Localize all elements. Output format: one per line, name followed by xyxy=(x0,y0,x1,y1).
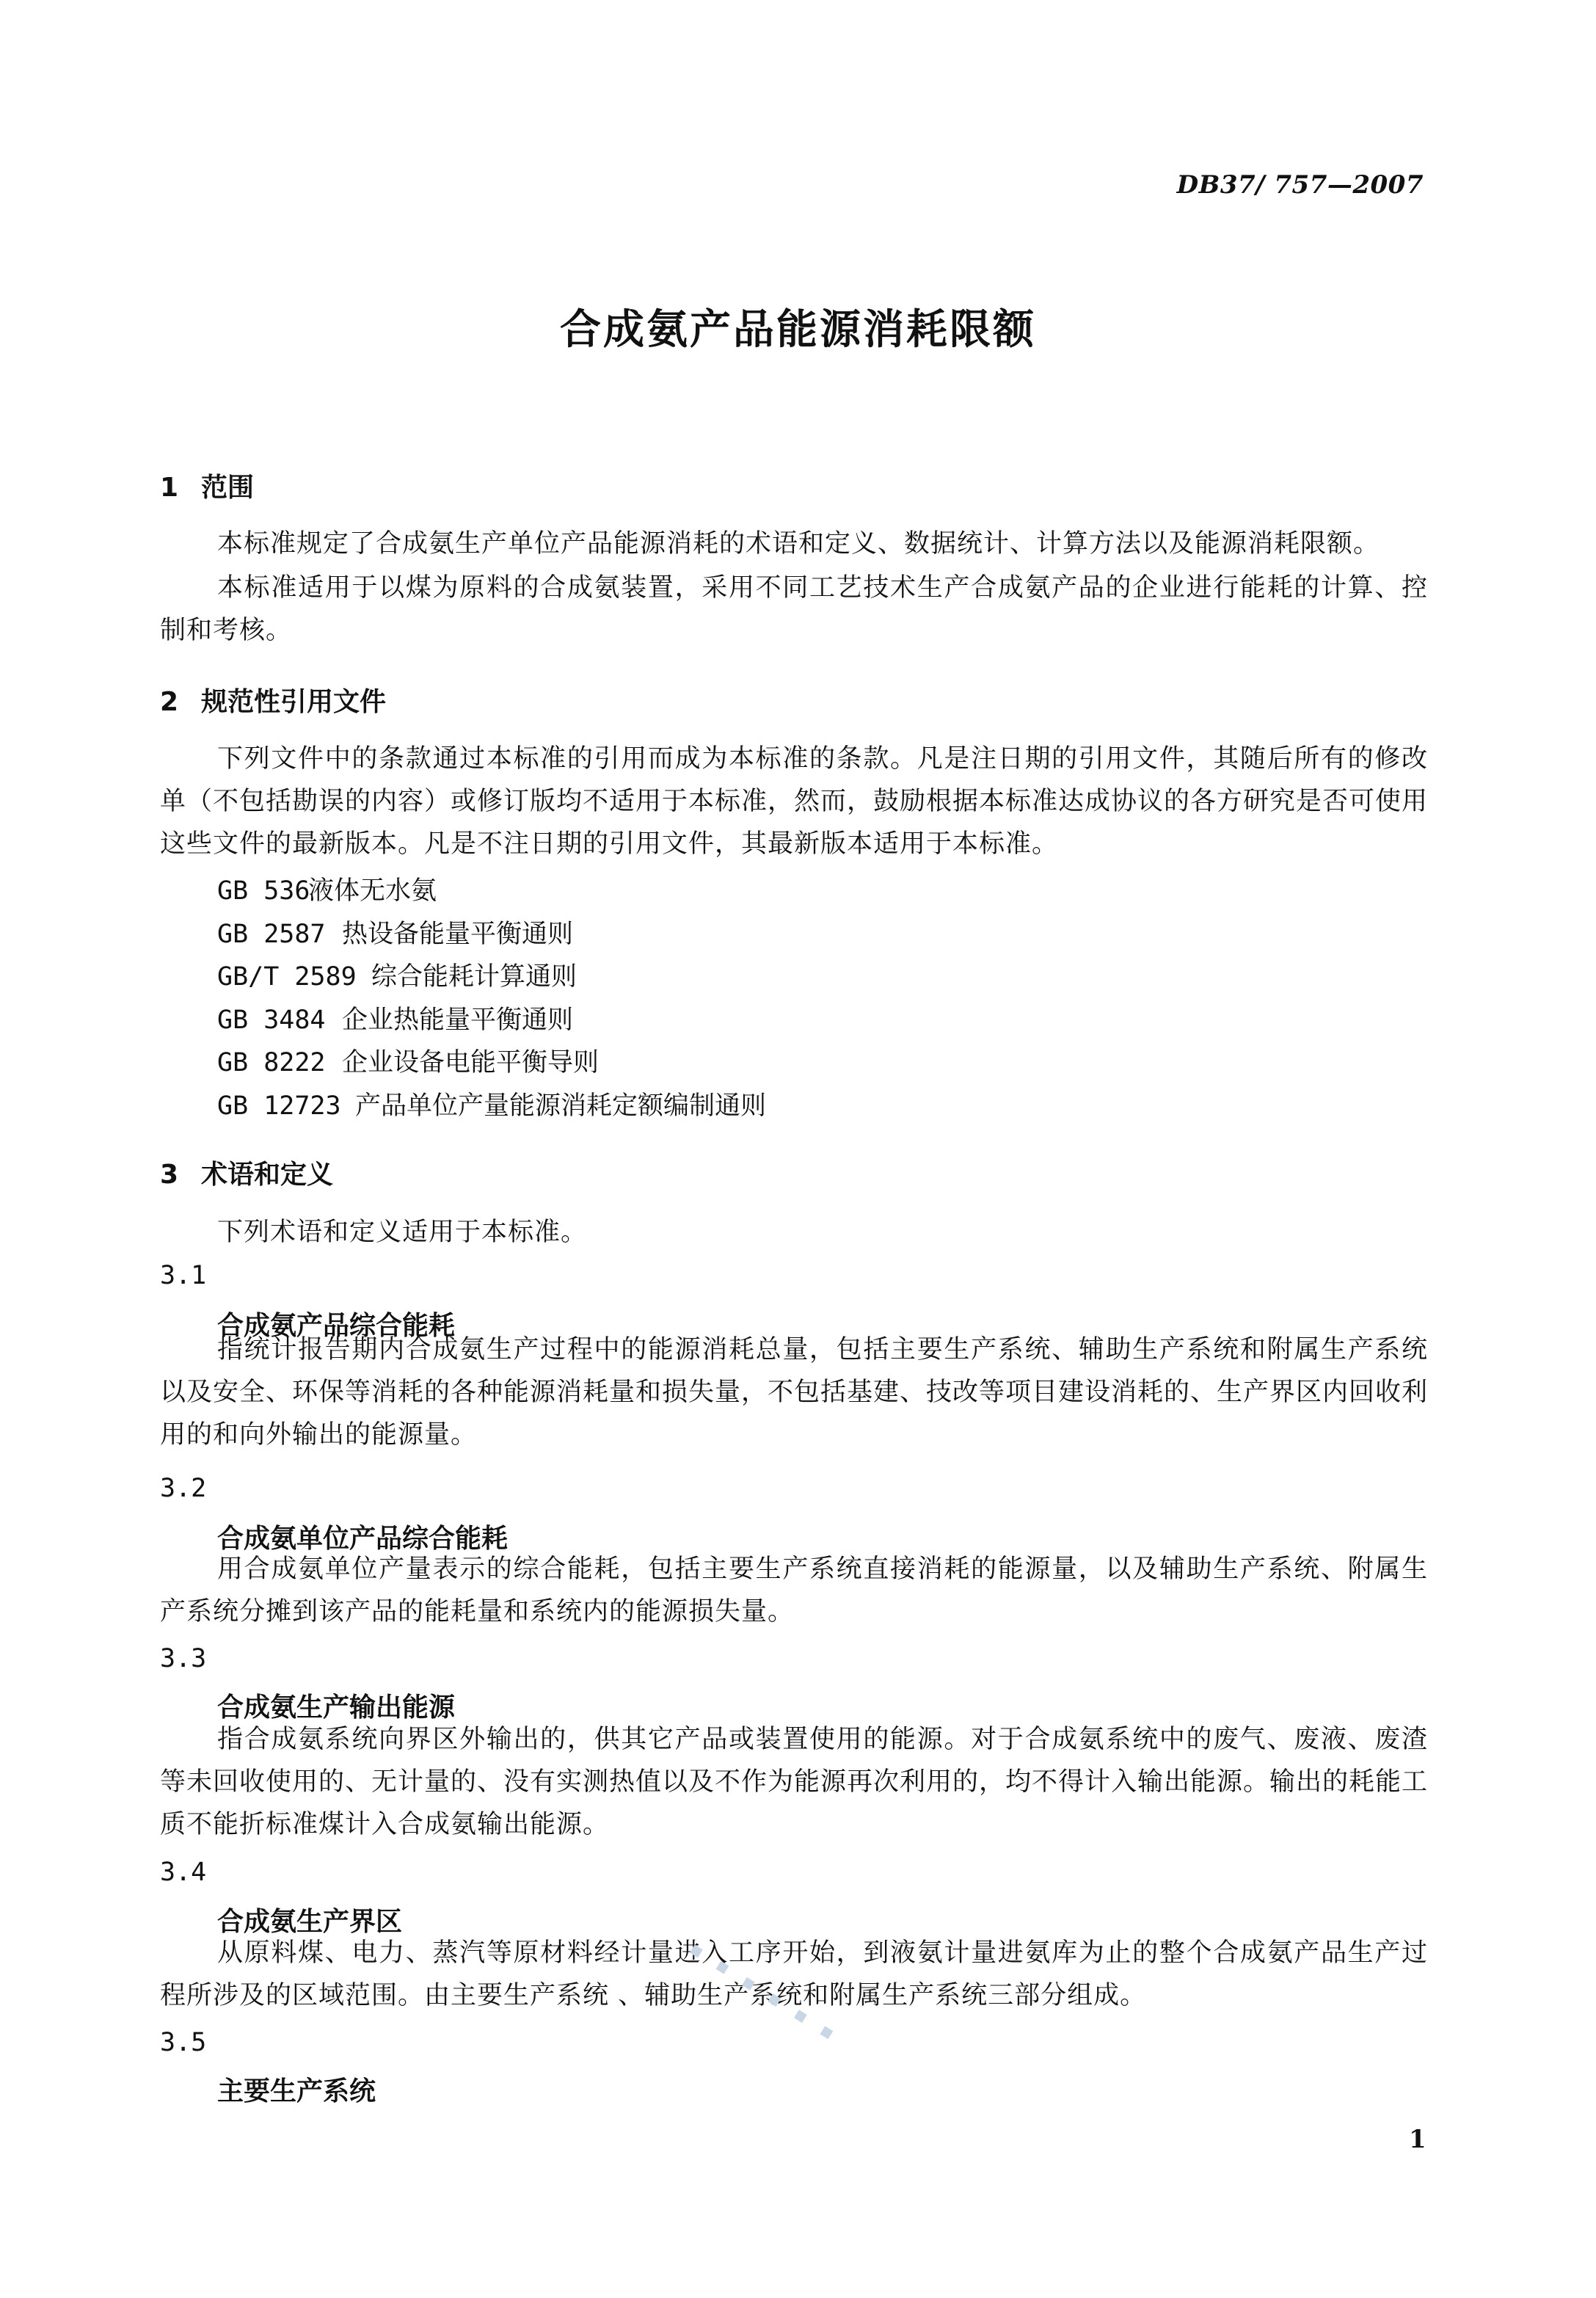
reference-title: 热设备能量平衡通则 xyxy=(342,920,574,949)
section-2-paragraph-1: 下列文件中的条款通过本标准的引用而成为本标准的条款。凡是注日期的引用文件，其随后所有的修改单（不包括勘误的内容）或修订版均不适用于本标准，然而，鼓励根据本标准达成协议的各方研究是否可使用这些文件的最新版本。凡是不注日期的引用文件，其最新版本适用于本标准。 xyxy=(160,744,1429,859)
section-title: 范围 xyxy=(201,473,255,503)
section-number: 2 xyxy=(160,687,179,717)
reference-code: GB 536 xyxy=(217,876,310,906)
standard-code: DB37/ 757—2007 xyxy=(1176,170,1424,200)
section-number: 3 xyxy=(160,1160,179,1190)
section-1-paragraph-1: 本标准规定了合成氨生产单位产品能源消耗的术语和定义、数据统计、计算方法以及能源消耗限额。 xyxy=(217,529,1380,559)
reference-item xyxy=(217,914,573,950)
section-number: 1 xyxy=(160,473,179,503)
section-2-heading xyxy=(160,681,386,719)
reference-item xyxy=(217,1042,599,1079)
term-definition: 指统计报告期内合成氨生产过程中的能源消耗总量，包括主要生产系统、辅助生产系统和附属生产系统以及安全、环保等消耗的各种能源消耗量和损失量，不包括基建、技改等项目建设消耗的、生产界区内回收利用的和向外输出的能源量。 xyxy=(160,1335,1429,1450)
term-name: 合成氨单位产品综合能耗 xyxy=(217,1524,509,1554)
reference-code: GB 12723 xyxy=(217,1091,341,1121)
watermark-stamp: ▪ ▪ ▪ ▪ ▪ ▪ xyxy=(685,1938,844,2048)
reference-code: GB 2587 xyxy=(217,920,326,949)
section-title: 术语和定义 xyxy=(201,1160,334,1190)
term-definition: 用合成氨单位产量表示的综合能耗，包括主要生产系统直接消耗的能源量，以及辅助生产系统、附属生产系统分摊到该产品的能耗量和系统内的能源损失量。 xyxy=(160,1555,1428,1626)
section-1-paragraph-2: 本标准适用于以煤为原料的合成氨装置，采用不同工艺技术生产合成氨产品的企业进行能耗的计算、控制和考核。 xyxy=(160,573,1428,645)
reference-title: 企业热能量平衡通则 xyxy=(342,1006,574,1035)
reference-code: GB 8222 xyxy=(217,1048,326,1077)
section-3-heading xyxy=(160,1154,333,1191)
term-definition: 指合成氨系统向界区外输出的，供其它产品或装置使用的能源。对于合成氨系统中的废气、废液、废渣等未回收使用的、无计量的、没有实测热值以及不作为能源再次利用的，均不得计入输出能源。输出的耗能工质不能折标准煤计入合成氨输出能源。 xyxy=(160,1725,1429,1839)
term-name: 合成氨生产输出能源 xyxy=(217,1692,456,1723)
term-number: 3.1 xyxy=(160,1261,207,1290)
reference-title: 产品单位产量能源消耗定额编制通则 xyxy=(355,1091,767,1121)
term-name: 合成氨生产界区 xyxy=(217,1907,403,1937)
section-1-heading xyxy=(160,467,254,504)
reference-item xyxy=(217,1086,766,1122)
reference-code: GB 3484 xyxy=(217,1006,326,1035)
reference-code: GB/T 2589 xyxy=(217,962,357,992)
term-definition: 从原料煤、电力、蒸汽等原材料经计量进入工序开始，到液氨计量进氨库为止的整个合成氨产品生产过程所涉及的区域范围。由主要生产系统 、辅助生产系统和附属生产系统三部分组成。 xyxy=(160,1938,1428,2010)
term-number: 3.2 xyxy=(160,1474,207,1503)
document-title: 合成氨产品能源消耗限额 xyxy=(560,306,1036,354)
reference-title: 企业设备电能平衡导则 xyxy=(342,1048,600,1077)
section-3-intro: 下列术语和定义适用于本标准。 xyxy=(217,1218,588,1247)
reference-title: 综合能耗计算通则 xyxy=(371,962,577,992)
term-name: 合成氨产品综合能耗 xyxy=(217,1311,456,1341)
reference-item xyxy=(217,1000,573,1036)
term-number: 3.3 xyxy=(160,1644,207,1673)
term-name: 主要生产系统 xyxy=(217,2076,376,2106)
section-title: 规范性引用文件 xyxy=(201,687,387,717)
term-number: 3.4 xyxy=(160,1858,207,1887)
term-number: 3.5 xyxy=(160,2028,207,2057)
reference-item xyxy=(217,870,437,907)
page-number: 1 xyxy=(1409,2125,1426,2154)
reference-title: 液体无水氨 xyxy=(308,876,437,906)
reference-item xyxy=(217,956,577,993)
